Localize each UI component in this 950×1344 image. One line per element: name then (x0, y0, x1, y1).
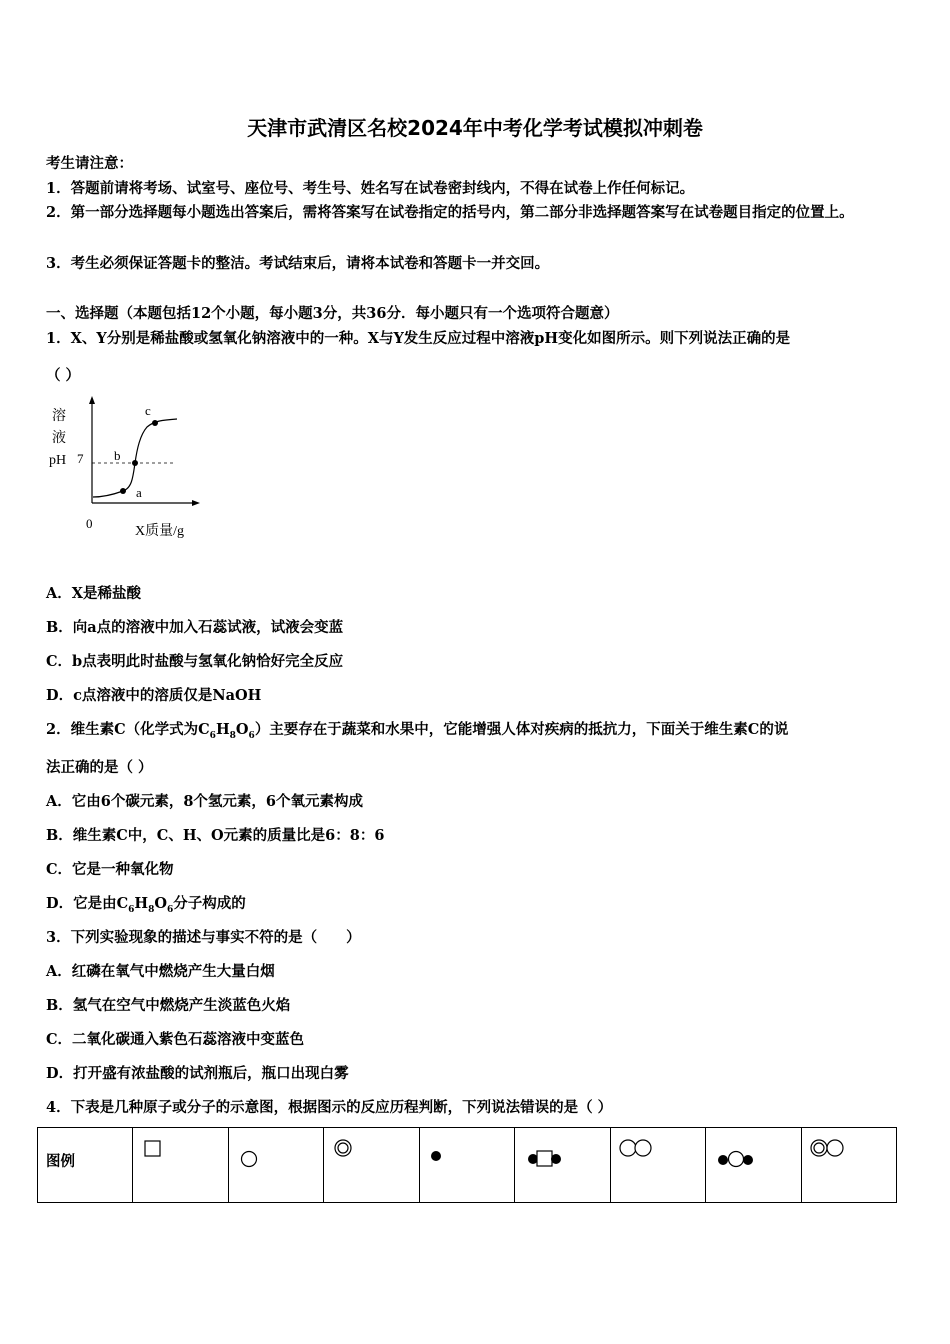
legend-cell-5 (515, 1128, 610, 1203)
q1-option-d: D．c点溶液中的溶质仅是NaOH (46, 687, 262, 704)
ring-circle-molecule-icon (802, 1128, 897, 1198)
q3-option-a: A．红磷在氧气中燃烧产生大量白烟 (46, 963, 275, 980)
q2-option-d: D．它是由$C_6H_8O_6$分子构成的 (46, 895, 246, 915)
q3-stem: 3．下列实验现象的描述与事实不符的是（ ） (46, 929, 361, 946)
legend-cell-1 (133, 1128, 228, 1203)
ph-curve-chart (40, 393, 210, 548)
label-a: a (136, 485, 142, 500)
section-heading: 一、选择题（本题包括12个小题，每小题3分，共36分．每小题只有一个选项符合题意） (46, 305, 619, 322)
square-atom-icon (133, 1128, 228, 1198)
notice-item-3: 3．考生必须保证答题卡的整洁。考试结束后，请将本试卷和答题卡一并交回。 (46, 255, 550, 272)
label-b: b (114, 448, 121, 463)
legend-label-cell (38, 1128, 133, 1203)
point-a (120, 488, 126, 494)
legend-cell-4 (419, 1128, 514, 1203)
q2-option-c: C．它是一种氧化物 (46, 861, 174, 878)
legend-cell-3 (324, 1128, 419, 1203)
q1-answer-paren: （ ） (46, 367, 81, 384)
q2-stem-cont: 法正确的是（ ） (46, 759, 153, 776)
point-c (152, 420, 158, 426)
q4-stem: 4．下表是几种原子或分子的示意图，根据图示的反应历程判断，下列说法错误的是（ ） (46, 1099, 613, 1116)
dot-square-dot-molecule-icon (515, 1128, 610, 1198)
q2-option-b: B．维生素C中，C、H、O元素的质量比是6：8：6 (46, 827, 385, 844)
solid-dot-atom-icon (420, 1128, 515, 1198)
legend-cell-2 (228, 1128, 323, 1203)
ylabel-line-2: 液 (52, 431, 66, 446)
page-title: 天津市武清区名校2024年中考化学考试模拟冲刺卷 (247, 116, 703, 140)
legend-label: 图例 (46, 1154, 75, 1170)
q3-option-c: C．二氧化碳通入紫色石蕊溶液中变蓝色 (46, 1031, 305, 1048)
legend-table (37, 1127, 897, 1203)
label-c: c (145, 403, 151, 418)
notice-heading: 考生请注意： (46, 155, 133, 172)
legend-cell-7 (706, 1128, 801, 1203)
dot-circle-dot-molecule-icon (706, 1128, 801, 1198)
q1-option-a: A．X是稀盐酸 (46, 585, 142, 602)
notice-item-1: 1．答题前请将考场、试室号、座位号、考生号、姓名写在试卷密封线内，不得在试卷上作任何标记。 (46, 180, 695, 197)
point-b (132, 460, 138, 466)
legend-cell-6 (610, 1128, 705, 1203)
q1-option-c: C．b点表明此时盐酸与氢氧化钠恰好完全反应 (46, 653, 344, 670)
q2-option-a: A．它由6个碳元素，8个氢元素，6个氧元素构成 (46, 793, 364, 810)
x-axis-arrow (192, 500, 200, 506)
double-hollow-circle-molecule-icon (611, 1128, 706, 1198)
q1-stem: 1．X、Y分别是稀盐酸或氢氧化钠溶液中的一种。X与Y发生反应过程中溶液pH变化如图所示。则下列说法正确的是 (46, 330, 791, 347)
origin-label: 0 (86, 516, 93, 531)
legend-cell-8 (801, 1128, 897, 1203)
y-tick-7: 7 (77, 451, 84, 466)
q1-option-b: B．向a点的溶液中加入石蕊试液，试液会变蓝 (46, 619, 344, 636)
hollow-circle-atom-icon (229, 1128, 324, 1198)
q2-stem: 2．维生素C（化学式为$C_6H_8O_6$）主要存在于蔬菜和水果中，它能增强人体对疾病的抵抗力，下面关于维生素C的说 (46, 721, 789, 741)
y-axis-arrow (89, 396, 95, 404)
notice-item-2: 2．第一部分选择题每小题选出答案后，需将答案写在试卷指定的括号内，第二部分非选择题答案写在试卷题目指定的位置上。 (46, 204, 854, 221)
q3-option-b: B．氢气在空气中燃烧产生淡蓝色火焰 (46, 997, 291, 1014)
ylabel-line-1: 溶 (52, 409, 66, 424)
x-axis-label: X质量/g (135, 524, 184, 539)
ph-curve (93, 419, 177, 497)
q3-option-d: D．打开盛有浓盐酸的试剂瓶后，瓶口出现白雾 (46, 1065, 349, 1082)
double-ring-atom-icon (324, 1128, 419, 1198)
ylabel-line-3: pH (49, 453, 67, 468)
